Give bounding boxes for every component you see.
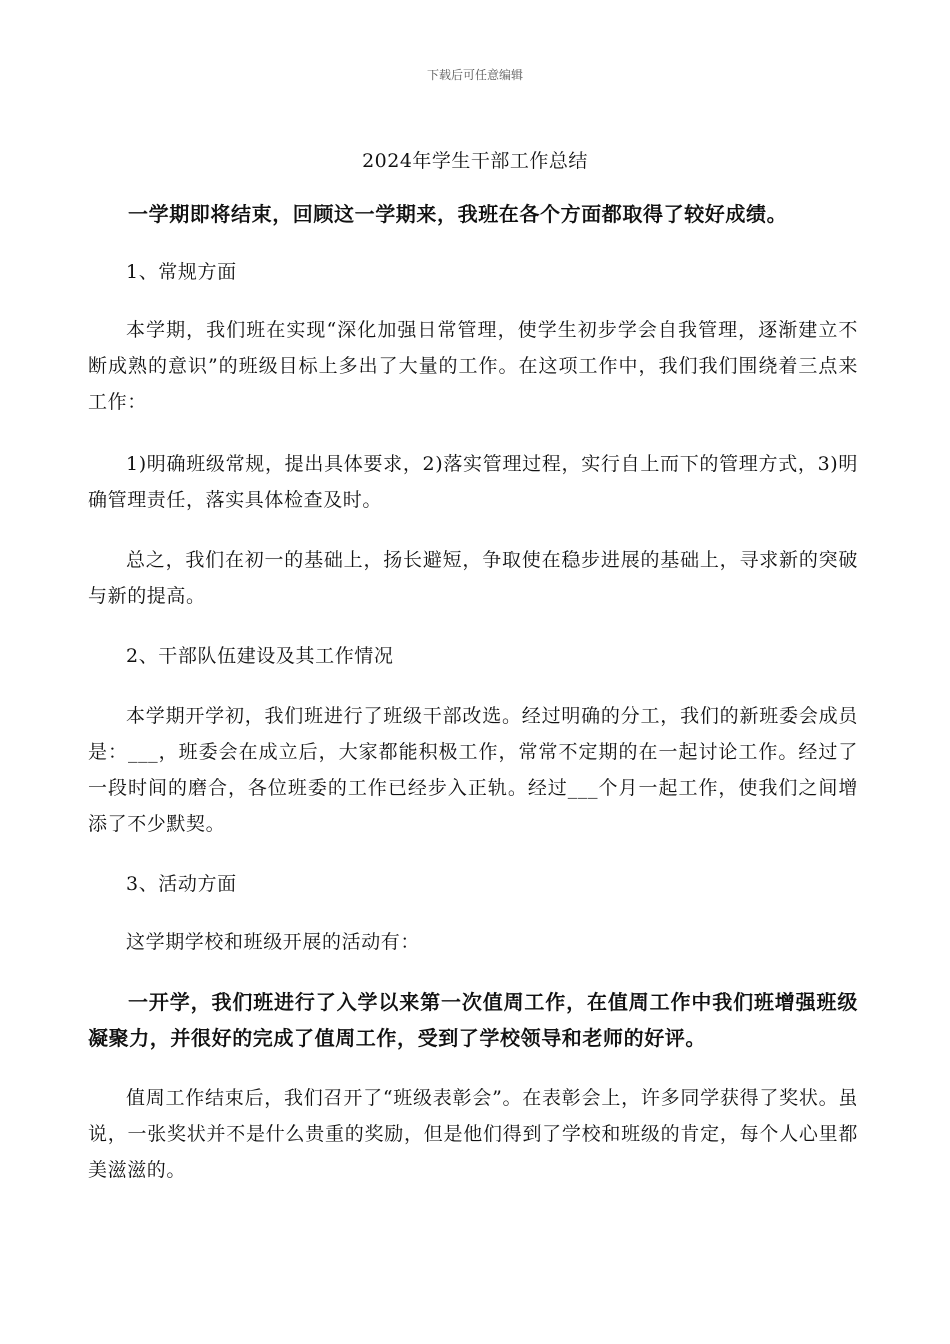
paragraph-duty-week: 一开学，我们班进行了入学以来第一次值周工作，在值周工作中我们班增强班级凝聚力，并很好的完成了值周工作，受到了学校领导和老师的好评。 xyxy=(88,990,858,1050)
section-heading-activities: 3、活动方面 xyxy=(126,873,237,895)
section-heading-routine: 1、常规方面 xyxy=(126,261,237,283)
page-title: 2024年学生干部工作总结 xyxy=(362,150,588,172)
header-note: 下载后可任意编辑 xyxy=(426,68,523,82)
section-heading-cadres: 2、干部队伍建设及其工作情况 xyxy=(126,645,394,667)
paragraph-routine-summary: 总之，我们在初一的基础上，扬长避短，争取使在稳步进展的基础上，寻求新的突破与新的提高。 xyxy=(88,549,858,607)
paragraph-activities-intro: 这学期学校和班级开展的活动有： xyxy=(126,931,421,953)
paragraph-routine-goal: 本学期，我们班在实现“深化加强日常管理，使学生初步学会自我管理，逐渐建立不断成熟的意识”的班级目标上多出了大量的工作。在这项工作中，我们我们围绕着三点来工作： xyxy=(88,319,858,413)
paragraph-cadres: 本学期开学初，我们班进行了班级干部改选。经过明确的分工，我们的新班委会成员是：___，班委会在成立后，大家都能积极工作，常常不定期的在一起讨论工作。经过了一段时间的磨合，各位班委的工作已经步入正轨。经过___个月一起工作，使我们之间增添了不少默契。 xyxy=(88,705,858,835)
paragraph-commendation: 值周工作结束后，我们召开了“班级表彰会”。在表彰会上，许多同学获得了奖状。虽说，一张奖状并不是什么贵重的奖励，但是他们得到了学校和班级的肯定，每个人心里都美滋滋的。 xyxy=(88,1087,858,1181)
intro-paragraph: 一学期即将结束，回顾这一学期来，我班在各个方面都取得了较好成绩。 xyxy=(128,202,788,226)
paragraph-routine-points: 1)明确班级常规，提出具体要求，2)落实管理过程，实行自上而下的管理方式，3)明确管理责任，落实具体检查及时。 xyxy=(88,453,858,511)
